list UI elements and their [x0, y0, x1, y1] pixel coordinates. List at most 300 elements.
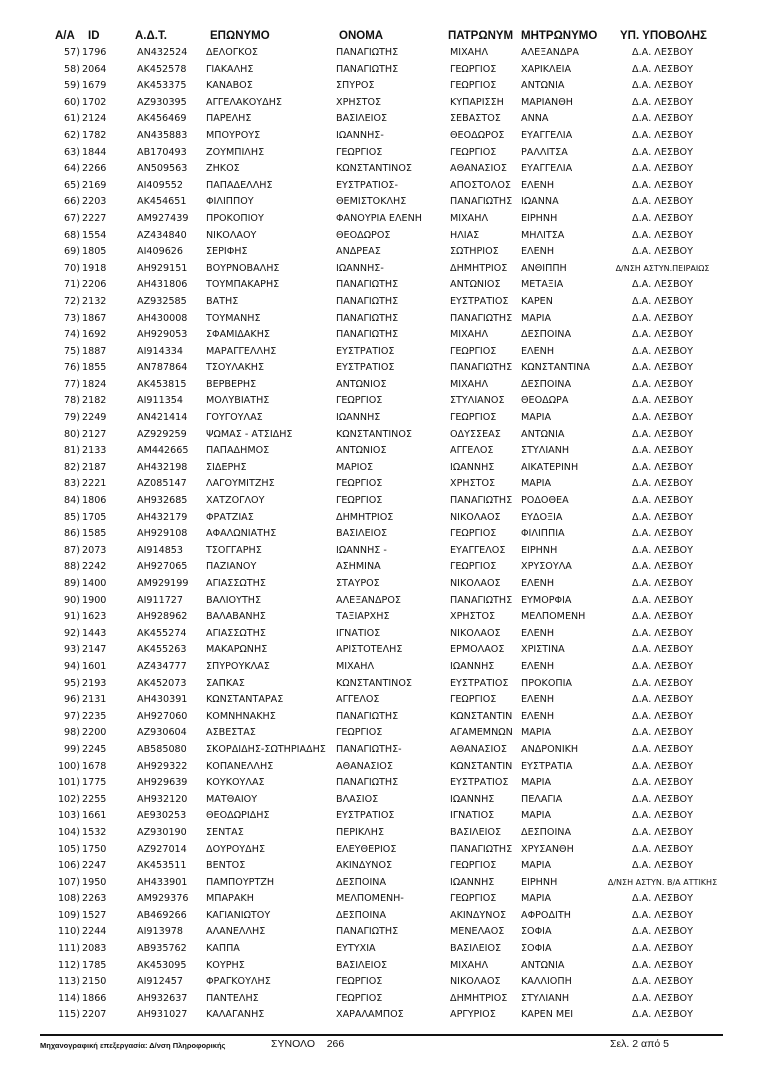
- row-adt: ΑΖ085147: [137, 478, 187, 490]
- row-mitronymo: ΜΑΡΙΑ: [521, 777, 552, 789]
- row-eponymo: ΑΦΑΛΩΝΙΑΤΗΣ: [206, 528, 277, 540]
- row-id: 1887: [82, 345, 107, 357]
- row-eponymo: ΚΟΥΡΗΣ: [206, 959, 245, 971]
- row-onoma: ΘΕΟΔΩΡΟΣ: [336, 229, 391, 241]
- row-ypiresia: Δ/ΝΣΗ ΑΣΤΥΝ.ΠΕΙΡΑΙΩΣ: [615, 263, 710, 273]
- row-patronymo: ΗΛΙΑΣ: [450, 229, 480, 241]
- row-aa: 80): [64, 428, 80, 440]
- row-eponymo: ΣΕΡΙΦΗΣ: [206, 246, 248, 258]
- row-id: 2133: [82, 445, 107, 457]
- row-onoma: ΙΩΑΝΝΗΣ: [336, 412, 381, 424]
- row-eponymo: ΣΚΟΡΔΙΔΗΣ-ΣΩΤΗΡΙΑΔΗΣ: [206, 743, 326, 755]
- row-adt: ΑΖ932585: [137, 295, 187, 307]
- row-onoma: ΚΩΝΣΤΑΝΤΙΝΟΣ: [336, 163, 412, 175]
- row-mitronymo: ΑΝΤΩΝΙΑ: [521, 80, 565, 92]
- row-onoma: ΕΥΣΤΡΑΤΙΟΣ: [336, 810, 395, 822]
- row-adt: ΑΗ932685: [137, 495, 188, 507]
- table-row: [0, 128, 763, 145]
- row-ypiresia: Δ.Α. ΛΕΣΒΟΥ: [632, 329, 693, 341]
- row-patronymo: ΓΕΩΡΓΙΟΣ: [450, 412, 497, 424]
- row-ypiresia: Δ.Α. ΛΕΣΒΟΥ: [632, 810, 693, 822]
- table-row: [0, 891, 763, 908]
- row-onoma: ΕΥΤΥΧΙΑ: [336, 943, 376, 955]
- row-id: 1400: [82, 578, 107, 589]
- row-id: 1623: [82, 611, 107, 623]
- row-mitronymo: ΣΟΦΙΑ: [521, 926, 552, 938]
- row-aa: 104): [57, 826, 80, 838]
- row-adt: ΑΒ170493: [137, 146, 187, 158]
- row-patronymo: ΚΩΝΣΤΑΝΤΙΝ: [450, 710, 513, 722]
- row-patronymo: ΘΕΟΔΩΡΟΣ: [450, 129, 505, 141]
- row-aa: 60): [64, 96, 80, 108]
- row-ypiresia: Δ.Α. ΛΕΣΒΟΥ: [632, 445, 693, 457]
- row-aa: 87): [64, 544, 80, 556]
- row-mitronymo: ΔΕΣΠΟΙΝΑ: [521, 378, 572, 390]
- row-aa: 70): [64, 262, 80, 274]
- row-id: 1554: [82, 229, 107, 241]
- row-aa: 75): [64, 345, 80, 357]
- row-eponymo: ΔΕΛΟΓΚΟΣ: [206, 47, 258, 58]
- row-mitronymo: ΚΑΡΕΝ ΜΕΙ: [521, 1009, 574, 1021]
- row-eponymo: ΑΓΓΕΛΑΚΟΥΔΗΣ: [206, 96, 282, 108]
- table-row: [0, 958, 763, 975]
- row-aa: 89): [64, 578, 80, 589]
- table-row: [0, 709, 763, 726]
- row-id: 1785: [82, 959, 107, 971]
- row-eponymo: ΣΠΥΡΟΥΚΛΑΣ: [206, 660, 270, 672]
- row-aa: 110): [57, 926, 80, 938]
- row-onoma: ΕΛΕΥΘΕΡΙΟΣ: [336, 843, 397, 855]
- row-ypiresia: Δ.Α. ΛΕΣΒΟΥ: [632, 943, 693, 955]
- row-patronymo: ΓΕΩΡΓΙΟΣ: [450, 694, 497, 706]
- row-aa: 84): [64, 495, 80, 507]
- row-eponymo: ΠΡΟΚΟΠΙΟΥ: [206, 212, 264, 224]
- row-patronymo: ΒΑΣΙΛΕΙΟΣ: [450, 943, 502, 955]
- row-adt: ΑΗ932120: [137, 793, 188, 805]
- row-adt: ΑΗ929151: [137, 262, 188, 274]
- row-id: 1844: [82, 146, 107, 158]
- row-patronymo: ΙΩΑΝΝΗΣ: [450, 660, 495, 672]
- row-eponymo: ΑΣΒΕΣΤΑΣ: [206, 727, 256, 739]
- row-id: 2247: [82, 860, 107, 872]
- row-ypiresia: Δ.Α. ΛΕΣΒΟΥ: [632, 743, 693, 755]
- row-aa: 65): [64, 179, 80, 191]
- row-id: 2242: [82, 561, 107, 573]
- row-adt: ΑΒ585080: [137, 743, 187, 755]
- row-patronymo: ΒΑΣΙΛΕΙΟΣ: [450, 826, 502, 838]
- row-onoma: ΙΩΑΝΝΗΣ-: [336, 129, 384, 141]
- row-patronymo: ΜΙΧΑΗΛ: [450, 378, 489, 390]
- row-patronymo: ΝΙΚΟΛΑΟΣ: [450, 627, 501, 639]
- row-onoma: ΕΥΣΤΡΑΤΙΟΣ-: [336, 179, 398, 191]
- row-ypiresia: Δ.Α. ΛΕΣΒΟΥ: [632, 893, 693, 905]
- row-mitronymo: ΜΑΡΙΑ: [521, 810, 552, 822]
- row-mitronymo: ΕΛΕΝΗ: [521, 660, 555, 672]
- row-patronymo: ΔΗΜΗΤΡΙΟΣ: [450, 262, 508, 274]
- table-row: [0, 543, 763, 560]
- table-row: [0, 460, 763, 477]
- row-ypiresia: Δ.Α. ΛΕΣΒΟΥ: [632, 561, 693, 573]
- row-adt: ΑΚ453375: [137, 80, 187, 92]
- row-mitronymo: ΕΥΑΓΓΕΛΙΑ: [521, 163, 573, 175]
- row-ypiresia: Δ.Α. ΛΕΣΒΟΥ: [632, 63, 693, 75]
- row-ypiresia: Δ.Α. ΛΕΣΒΟΥ: [632, 976, 693, 988]
- row-onoma: ΑΣΗΜΙΝΑ: [336, 561, 381, 573]
- row-eponymo: ΠΑΝΤΕΛΗΣ: [206, 992, 259, 1004]
- row-patronymo: ΚΩΝΣΤΑΝΤΙΝ: [450, 760, 513, 772]
- row-id: 1443: [82, 627, 107, 639]
- row-mitronymo: ΡΑΛΛΙΤΣΑ: [521, 146, 568, 158]
- row-id: 1796: [82, 47, 107, 58]
- header-adt: Α.Δ.Τ.: [135, 30, 167, 42]
- row-aa: 105): [57, 843, 80, 855]
- row-aa: 77): [64, 378, 80, 390]
- header-aa: Α/Α: [55, 30, 75, 42]
- row-eponymo: ΘΕΟΔΩΡΙΔΗΣ: [206, 810, 270, 822]
- row-onoma: ΑΚΙΝΔΥΝΟΣ: [336, 860, 393, 872]
- row-eponymo: ΦΙΛΙΠΠΟΥ: [206, 196, 254, 208]
- row-id: 1855: [82, 362, 107, 374]
- row-adt: ΑΖ930190: [137, 826, 187, 838]
- row-aa: 102): [57, 793, 80, 805]
- row-adt: ΑΖ434840: [137, 229, 187, 241]
- row-mitronymo: ΜΑΡΙΑ: [521, 860, 552, 872]
- row-ypiresia: Δ.Α. ΛΕΣΒΟΥ: [632, 860, 693, 872]
- row-eponymo: ΓΟΥΓΟΥΛΑΣ: [206, 412, 263, 424]
- footer-processing-note: Μηχανογραφική επεξεργασία: Δ/νση Πληροφορικής: [40, 1041, 226, 1050]
- row-eponymo: ΤΣΟΥΛΑΚΗΣ: [206, 362, 265, 374]
- row-id: 1900: [82, 594, 107, 606]
- row-onoma: ΚΩΝΣΤΑΝΤΙΝΟΣ: [336, 677, 412, 689]
- row-aa: 74): [64, 329, 80, 341]
- row-eponymo: ΒΕΡΒΕΡΗΣ: [206, 378, 257, 390]
- row-mitronymo: ΧΡΥΣΟΥΛΑ: [521, 561, 572, 573]
- row-aa: 71): [64, 279, 80, 291]
- row-adt: ΑΖ927014: [137, 843, 187, 855]
- table-row: [0, 228, 763, 245]
- row-eponymo: ΠΑΖΙΑΝΟΥ: [206, 561, 257, 573]
- row-onoma: ΕΥΣΤΡΑΤΙΟΣ: [336, 362, 395, 374]
- table-row: [0, 858, 763, 875]
- row-aa: 82): [64, 461, 80, 473]
- row-adt: ΑΙ912457: [137, 976, 184, 988]
- row-aa: 94): [64, 660, 80, 672]
- row-adt: ΑΙ914334: [137, 345, 184, 357]
- row-patronymo: ΑΓΑΜΕΜΝΩΝ: [450, 727, 513, 739]
- row-adt: ΑΗ929322: [137, 760, 188, 772]
- row-eponymo: ΖΗΚΟΣ: [206, 163, 240, 175]
- row-patronymo: ΜΙΧΑΗΛ: [450, 959, 489, 971]
- row-patronymo: ΜΙΧΑΗΛ: [450, 47, 489, 58]
- row-patronymo: ΓΕΩΡΓΙΟΣ: [450, 80, 497, 92]
- row-onoma: ΑΓΓΕΛΟΣ: [336, 694, 380, 706]
- row-id: 2073: [82, 544, 107, 556]
- row-id: 1678: [82, 760, 107, 772]
- table-row: [0, 526, 763, 543]
- table-row: [0, 642, 763, 659]
- row-mitronymo: ΜΗΛΙΤΣΑ: [521, 229, 565, 241]
- row-mitronymo: ΕΛΕΝΗ: [521, 345, 555, 357]
- table-row: [0, 178, 763, 195]
- row-ypiresia: Δ.Α. ΛΕΣΒΟΥ: [632, 80, 693, 92]
- row-patronymo: ΑΚΙΝΔΥΝΟΣ: [450, 909, 507, 921]
- row-ypiresia: Δ.Α. ΛΕΣΒΟΥ: [632, 727, 693, 739]
- row-aa: 95): [64, 677, 80, 689]
- table-row: [0, 443, 763, 460]
- row-onoma: ΑΝΔΡΕΑΣ: [336, 246, 381, 258]
- row-adt: ΑΗ432179: [137, 511, 188, 523]
- row-patronymo: ΓΕΩΡΓΙΟΣ: [450, 146, 497, 158]
- row-eponymo: ΜΑΡΑΓΓΕΛΛΗΣ: [206, 345, 277, 357]
- row-ypiresia: Δ.Α. ΛΕΣΒΟΥ: [632, 129, 693, 141]
- row-ypiresia: Δ.Α. ΛΕΣΒΟΥ: [632, 212, 693, 224]
- row-mitronymo: ΜΑΡΙΑ: [521, 727, 552, 739]
- row-patronymo: ΠΑΝΑΓΙΩΤΗΣ: [450, 843, 513, 855]
- row-ypiresia: Δ.Α. ΛΕΣΒΟΥ: [632, 478, 693, 490]
- footer-total-value: 266: [326, 1038, 345, 1050]
- table-row: [0, 476, 763, 493]
- row-adt: ΑΖ930395: [137, 96, 187, 108]
- row-mitronymo: ΑΛΕΞΑΝΔΡΑ: [521, 47, 579, 58]
- row-ypiresia: Δ.Α. ΛΕΣΒΟΥ: [632, 196, 693, 208]
- row-adt: ΑΗ929108: [137, 528, 188, 540]
- table-row: [0, 95, 763, 112]
- row-adt: ΑΗ929639: [137, 777, 188, 789]
- row-adt: ΑΚ452073: [137, 677, 187, 689]
- row-onoma: ΑΘΑΝΑΣΙΟΣ: [336, 760, 393, 772]
- row-patronymo: ΙΩΑΝΝΗΣ: [450, 461, 495, 473]
- row-id: 1750: [82, 843, 107, 855]
- table-row: [0, 974, 763, 991]
- row-aa: 61): [64, 113, 80, 125]
- row-patronymo: ΠΑΝΑΓΙΩΤΗΣ: [450, 594, 513, 606]
- table-row: [0, 78, 763, 95]
- row-mitronymo: ΑΝΝΑ: [521, 113, 549, 125]
- row-ypiresia: Δ.Α. ΛΕΣΒΟΥ: [632, 843, 693, 855]
- row-patronymo: ΠΑΝΑΓΙΩΤΗΣ: [450, 312, 513, 324]
- row-id: 2249: [82, 412, 107, 424]
- row-id: 2200: [82, 727, 107, 739]
- table-row: [0, 609, 763, 626]
- row-eponymo: ΜΑΚΑΡΩΝΗΣ: [206, 644, 268, 656]
- row-adt: ΑΝ432524: [137, 47, 188, 58]
- row-patronymo: ΕΥΣΤΡΑΤΙΟΣ: [450, 777, 509, 789]
- table-row: [0, 327, 763, 344]
- row-id: 1867: [82, 312, 107, 324]
- row-eponymo: ΑΓΙΑΣΣΩΤΗΣ: [206, 578, 266, 589]
- row-patronymo: ΓΕΩΡΓΙΟΣ: [450, 893, 497, 905]
- row-id: 2221: [82, 478, 107, 490]
- row-mitronymo: ΑΝΤΩΝΙΑ: [521, 959, 565, 971]
- row-ypiresia: Δ.Α. ΛΕΣΒΟΥ: [632, 611, 693, 623]
- row-aa: 58): [64, 63, 80, 75]
- row-ypiresia: Δ.Α. ΛΕΣΒΟΥ: [632, 1009, 693, 1021]
- row-eponymo: ΚΑΓΙΑΝΙΩΤΟΥ: [206, 909, 271, 921]
- row-patronymo: ΙΩΑΝΝΗΣ: [450, 793, 495, 805]
- table-row: [0, 294, 763, 311]
- row-ypiresia: Δ.Α. ΛΕΣΒΟΥ: [632, 378, 693, 390]
- table-row: [0, 676, 763, 693]
- row-ypiresia: Δ.Α. ΛΕΣΒΟΥ: [632, 495, 693, 507]
- row-mitronymo: ΣΟΦΙΑ: [521, 943, 552, 955]
- row-id: 1824: [82, 378, 107, 390]
- row-patronymo: ΕΥΣΤΡΑΤΙΟΣ: [450, 677, 509, 689]
- row-patronymo: ΠΑΝΑΓΙΩΤΗΣ: [450, 495, 513, 507]
- header-ypiresia: ΥΠ. ΥΠΟΒΟΛΗΣ: [620, 30, 707, 42]
- row-aa: 68): [64, 229, 80, 241]
- row-onoma: ΜΑΡΙΟΣ: [336, 461, 374, 473]
- row-eponymo: ΚΑΠΠΑ: [206, 943, 240, 955]
- row-ypiresia: Δ.Α. ΛΕΣΒΟΥ: [632, 959, 693, 971]
- row-mitronymo: ΚΩΝΣΤΑΝΤΙΝΑ: [521, 362, 590, 374]
- row-id: 2207: [82, 1009, 107, 1021]
- row-adt: ΑΕ930253: [137, 810, 187, 822]
- row-onoma: ΜΕΛΠΟΜΕΝΗ-: [336, 893, 404, 905]
- row-ypiresia: Δ.Α. ΛΕΣΒΟΥ: [632, 246, 693, 258]
- row-adt: ΑΙ913978: [137, 926, 184, 938]
- row-patronymo: ΙΩΑΝΝΗΣ: [450, 876, 495, 888]
- header-onoma: ΟΝΟΜΑ: [339, 30, 384, 42]
- row-adt: ΑΗ430008: [137, 312, 188, 324]
- row-adt: ΑΚ456469: [137, 113, 187, 125]
- row-onoma: ΓΕΩΡΓΙΟΣ: [336, 395, 383, 407]
- row-id: 1866: [82, 992, 107, 1004]
- row-aa: 114): [57, 992, 80, 1004]
- row-adt: ΑΚ453511: [137, 860, 187, 872]
- row-aa: 113): [57, 976, 80, 988]
- row-aa: 93): [64, 644, 80, 656]
- row-patronymo: ΕΥΑΓΓΕΛΟΣ: [450, 544, 506, 556]
- row-ypiresia: Δ.Α. ΛΕΣΒΟΥ: [632, 461, 693, 473]
- row-onoma: ΓΕΩΡΓΙΟΣ: [336, 478, 383, 490]
- row-ypiresia: Δ.Α. ΛΕΣΒΟΥ: [632, 777, 693, 789]
- table-row: [0, 145, 763, 162]
- row-eponymo: ΔΟΥΡΟΥΔΗΣ: [206, 843, 266, 855]
- row-onoma: ΠΑΝΑΓΙΩΤΗΣ-: [336, 743, 402, 755]
- row-aa: 97): [64, 710, 80, 722]
- row-adt: ΑΖ929259: [137, 428, 187, 440]
- row-patronymo: ΙΓΝΑΤΙΟΣ: [450, 810, 495, 822]
- row-patronymo: ΔΗΜΗΤΡΙΟΣ: [450, 992, 508, 1004]
- row-patronymo: ΓΕΩΡΓΙΟΣ: [450, 561, 497, 573]
- row-mitronymo: ΑΝΤΩΝΙΑ: [521, 428, 565, 440]
- row-onoma: ΔΗΜΗΤΡΙΟΣ: [336, 511, 394, 523]
- row-id: 2083: [82, 943, 107, 955]
- row-id: 2187: [82, 461, 107, 473]
- row-ypiresia: Δ.Α. ΛΕΣΒΟΥ: [632, 578, 693, 589]
- row-onoma: ΓΕΩΡΓΙΟΣ: [336, 727, 383, 739]
- row-adt: ΑΗ927060: [137, 710, 188, 722]
- row-aa: 59): [64, 80, 80, 92]
- row-eponymo: ΚΟΠΑΝΕΛΛΗΣ: [206, 760, 274, 772]
- table-row: [0, 659, 763, 676]
- row-adt: ΑΖ930604: [137, 727, 187, 739]
- row-ypiresia: Δ.Α. ΛΕΣΒΟΥ: [632, 295, 693, 307]
- row-aa: 86): [64, 528, 80, 540]
- row-aa: 78): [64, 395, 80, 407]
- row-mitronymo: ΕΛΕΝΗ: [521, 179, 555, 191]
- row-id: 1692: [82, 329, 107, 341]
- row-mitronymo: ΡΟΔΟΘΕΑ: [521, 495, 569, 507]
- row-mitronymo: ΠΕΛΑΓΙΑ: [521, 793, 563, 805]
- table-row: [0, 277, 763, 294]
- row-mitronymo: ΑΦΡΟΔΙΤΗ: [521, 909, 571, 921]
- row-eponymo: ΧΑΤΖΟΓΛΟΥ: [206, 495, 265, 507]
- row-eponymo: ΤΟΥΜΠΑΚΑΡΗΣ: [206, 279, 280, 291]
- row-onoma: ΑΡΙΣΤΟΤΕΛΗΣ: [336, 644, 403, 656]
- row-aa: 63): [64, 146, 80, 158]
- table-row: [0, 211, 763, 228]
- row-mitronymo: ΙΩΑΝΝΑ: [521, 196, 559, 208]
- row-patronymo: ΓΕΩΡΓΙΟΣ: [450, 528, 497, 540]
- table-row: [0, 427, 763, 444]
- row-onoma: ΠΑΝΑΓΙΩΤΗΣ: [336, 279, 399, 291]
- row-eponymo: ΜΠΑΡΑΚΗ: [206, 893, 254, 905]
- table-row: [0, 626, 763, 643]
- row-onoma: ΙΩΑΝΝΗΣ -: [336, 544, 387, 556]
- row-patronymo: ΧΡΗΣΤΟΣ: [450, 478, 496, 490]
- row-ypiresia: Δ.Α. ΛΕΣΒΟΥ: [632, 179, 693, 191]
- row-adt: ΑΒ469266: [137, 909, 187, 921]
- row-aa: 100): [57, 760, 80, 772]
- row-mitronymo: ΕΛΕΝΗ: [521, 578, 555, 589]
- row-onoma: ΓΕΩΡΓΙΟΣ: [336, 495, 383, 507]
- row-aa: 73): [64, 312, 80, 324]
- row-aa: 99): [64, 743, 80, 755]
- row-id: 1805: [82, 246, 107, 258]
- row-adt: ΑΚ453095: [137, 959, 187, 971]
- row-onoma: ΚΩΝΣΤΑΝΤΙΝΟΣ: [336, 428, 412, 440]
- row-ypiresia: Δ.Α. ΛΕΣΒΟΥ: [632, 146, 693, 158]
- header-eponymo: ΕΠΩΝΥΜΟ: [210, 30, 270, 42]
- table-row: [0, 559, 763, 576]
- row-id: 1532: [82, 826, 107, 838]
- row-mitronymo: ΧΑΡΙΚΛΕΙΑ: [521, 63, 572, 75]
- row-id: 2169: [82, 179, 107, 191]
- row-aa: 64): [64, 163, 80, 175]
- row-adt: ΑΜ929376: [137, 893, 189, 905]
- row-adt: ΑΚ452578: [137, 63, 187, 75]
- row-ypiresia: Δ.Α. ΛΕΣΒΟΥ: [632, 113, 693, 125]
- row-ypiresia: Δ.Α. ΛΕΣΒΟΥ: [632, 96, 693, 108]
- row-patronymo: ΝΙΚΟΛΑΟΣ: [450, 976, 501, 988]
- row-adt: ΑΜ927439: [137, 212, 189, 224]
- row-id: 2203: [82, 196, 107, 208]
- row-mitronymo: ΜΑΡΙΑ: [521, 412, 552, 424]
- row-patronymo: ΑΘΑΝΑΣΙΟΣ: [450, 743, 507, 755]
- table-row: [0, 775, 763, 792]
- row-adt: ΑΙ409552: [137, 179, 184, 191]
- row-adt: ΑΜ442665: [137, 445, 189, 457]
- row-patronymo: ΑΘΑΝΑΣΙΟΣ: [450, 163, 507, 175]
- row-id: 2182: [82, 395, 107, 407]
- row-onoma: ΑΝΤΩΝΙΟΣ: [336, 378, 387, 390]
- row-ypiresia: Δ.Α. ΛΕΣΒΟΥ: [632, 395, 693, 407]
- table-row: [0, 725, 763, 742]
- row-aa: 57): [64, 47, 80, 58]
- row-mitronymo: ΕΛΕΝΗ: [521, 694, 555, 706]
- table-row: [0, 875, 763, 892]
- row-mitronymo: ΕΥΣΤΡΑΤΙΑ: [521, 760, 573, 772]
- row-adt: ΑΗ431806: [137, 279, 188, 291]
- row-aa: 96): [64, 694, 80, 706]
- row-adt: ΑΝ787864: [137, 362, 188, 374]
- table-row: [0, 493, 763, 510]
- row-onoma: ΠΑΝΑΓΙΩΤΗΣ: [336, 777, 399, 789]
- row-onoma: ΠΑΝΑΓΙΩΤΗΣ: [336, 926, 399, 938]
- row-ypiresia: Δ.Α. ΛΕΣΒΟΥ: [632, 627, 693, 639]
- row-ypiresia: Δ/ΝΣΗ ΑΣΤΥΝ. Β/Α ΑΤΤΙΚΗΣ: [607, 877, 718, 887]
